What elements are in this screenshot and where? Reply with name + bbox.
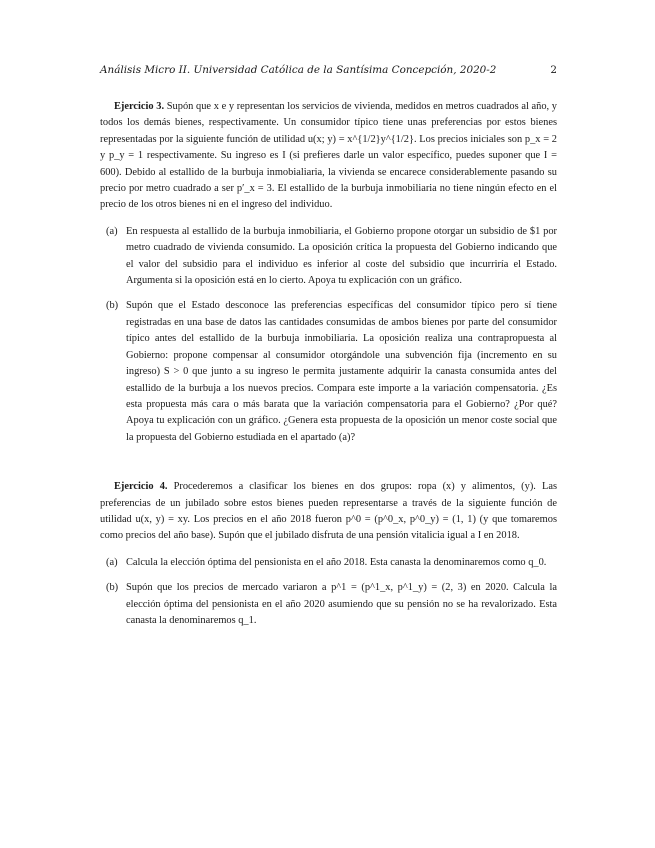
item-text: Calcula la elección óptima del pensionista en el año 2018. Esta canasta la denominaremos como q_0. <box>126 556 547 568</box>
exercise-3-label: Ejercicio 3. <box>114 101 165 112</box>
exercise-3-text: Supón que x e y representan los servicios de vivienda, medidos en metros cuadrados al año, y todos los demás bienes, respectivamente. Un consumidor típico tiene unas preferencias por estos bienes representadas por la siguiente función de utilidad u(x; y) = x^{1/2}y^{1/2}. Los precios iniciales son p_x = 2 y p_y = 1 respectivamente. Su ingreso es I (si prefieres darle un valor específico, puedes suponer que I = 600). Debido al estallido de la burbuja inmobialiaria, la vivienda se encarece considerablemente pasando su precio por metro cuadrado a ser p′_x = 3. El estallido de la burbuja inmobiliaria no tiene ningún efecto en el precio de los otros bienes ni en el ingreso del individuo. <box>100 101 557 211</box>
list-item <box>100 224 557 290</box>
list-item <box>100 555 557 571</box>
item-text: En respuesta al estallido de la burbuja inmobiliaria, el Gobierno propone otorgar un subsidio de $1 por metro cuadrado de vivienda consumido. La oposición crítica la propuesta del Gobierno indicando que el valor del subsidio para el individuo es inferior al coste del subsidio que incurriría el Estado. Argumenta si la oposición está en lo cierto. Apoya tu explicación con un gráfico. <box>126 225 557 287</box>
item-label: (b) <box>106 582 119 594</box>
page-header <box>100 64 557 76</box>
item-label: (a) <box>106 556 118 568</box>
item-text: Supón que el Estado desconoce las preferencias específicas del consumidor típico pero sí tiene registradas en una base de datos las cantidades consumidas de ambos bienes por parte del consumidor típico antes del estallido de la burbuja inmobiliaria. La oposición realiza una contrapropuesta al Gobierno: propone compensar al consumidor otorgándole una subvención fija (incremento en su ingreso) S > 0 que junto a su ingreso le permita justamente adquirir la canasta consumida antes del estallido de la burbuja a los nuevos precios. Compara este importe a la variación compensatoria. ¿Es esta propuesta más cara o más barata que la variación compensatoria para el Gobierno? ¿Por qué? Apoya tu explicación con un gráfico. ¿Genera esta propuesta de la oposición un menor coste social que la propuesta del Gobierno estudiada en el apartado (a)? <box>126 300 557 443</box>
item-label: (a) <box>106 225 118 237</box>
exercise-3-items <box>100 224 557 446</box>
exercise-4-label: Ejercicio 4. <box>114 481 168 493</box>
exercise-3-paragraph <box>100 99 557 214</box>
page-number: 2 <box>550 64 557 76</box>
running-title: Análisis Micro II. Universidad Católica de la Santísima Concepción, 2020-2 <box>100 64 497 76</box>
document-body <box>100 99 557 638</box>
list-item <box>100 580 557 629</box>
exercise-4-items <box>100 555 557 630</box>
exercise-4-paragraph <box>100 479 557 545</box>
item-label: (b) <box>106 300 119 312</box>
item-text: Supón que los precios de mercado variaron a p^1 = (p^1_x, p^1_y) = (2, 3) en 2020. Calcula la elección óptima del pensionista en el año 2020 asumiendo que su pensión no se ha revalorizado. Esta canasta la denominaremos q_1. <box>126 582 557 626</box>
list-item <box>100 298 557 446</box>
exercise-4-text: Procederemos a clasificar los bienes en dos grupos: ropa (x) y alimentos, (y). Las preferencias de un jubilado sobre estos bienes pueden representarse a través de la siguiente función de utilidad u(x, y) = xy. Los precios en el año 2018 fueron p^0 = (p^0_x, p^0_y) = (1, 1) (y que tomaremos como precios del año base). Supón que el jubilado disfruta de una pensión vitalicia igual a I en 2018. <box>100 481 557 542</box>
